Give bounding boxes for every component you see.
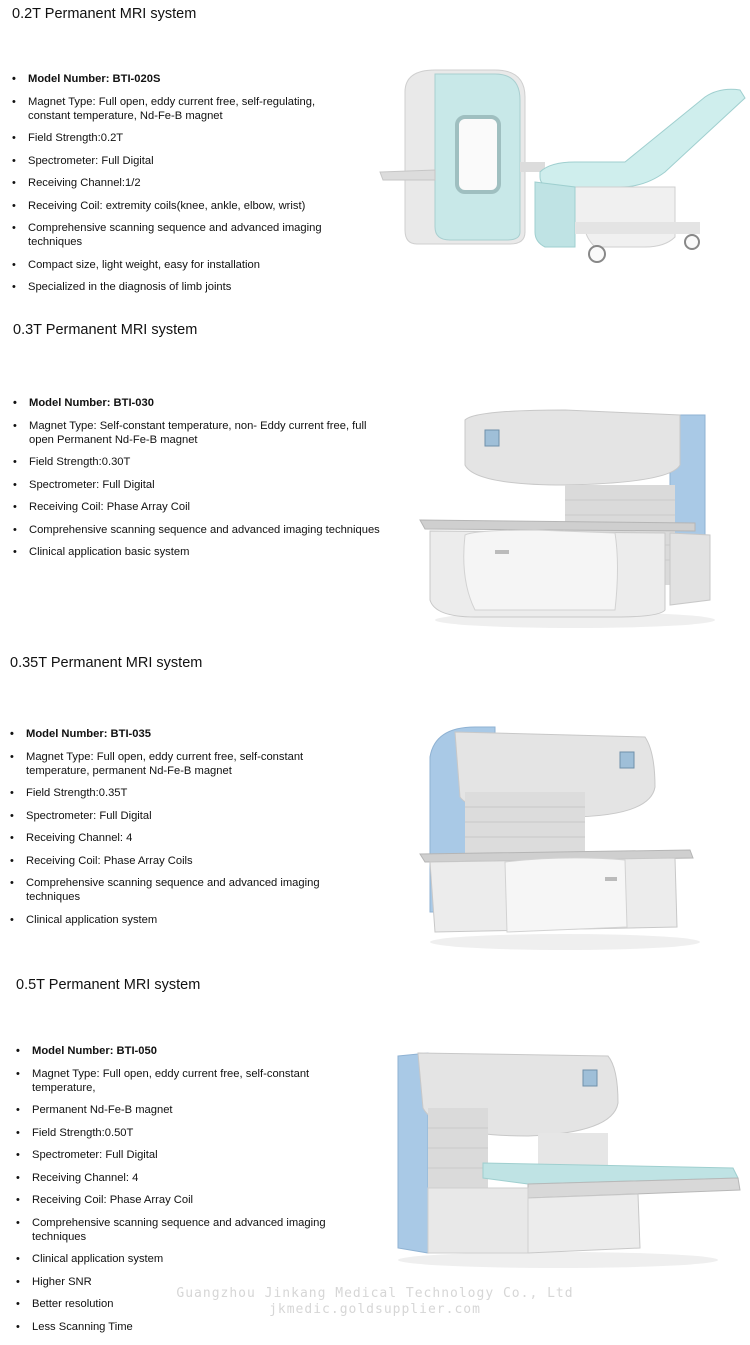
spec-item: • Spectrometer: Full Digital [12, 154, 337, 168]
mri-extremity-scanner-image [375, 62, 750, 272]
watermark-company: Guangzhou Jinkang Medical Technology Co., Ltd [176, 1286, 574, 1301]
spec-item: • Field Strength:0.50T [16, 1126, 346, 1140]
spec-item: • Model Number: BTI-035 [10, 727, 340, 741]
spec-item: • Receiving Channel: 4 [10, 831, 340, 845]
watermark [0, 1286, 750, 1318]
spec-item: • Comprehensive scanning sequence and advanced imaging techniques [10, 876, 340, 904]
spec-item: • Less Scanning Time [16, 1320, 346, 1334]
spec-list-020s [12, 72, 337, 303]
spec-list-035 [10, 727, 340, 935]
mri-050-scanner-image [388, 1048, 745, 1273]
spec-item: • Specialized in the diagnosis of limb joints [12, 280, 337, 294]
watermark-url: jkmedic.goldsupplier.com [269, 1302, 481, 1317]
spec-item: • Permanent Nd-Fe-B magnet [16, 1103, 346, 1117]
section-title-030: 0.3T Permanent MRI system [13, 322, 198, 338]
spec-item: • Clinical application basic system [13, 545, 388, 559]
spec-item: • Receiving Coil: Phase Array Coil [16, 1193, 346, 1207]
spec-item: • Comprehensive scanning sequence and advanced imaging techniques [13, 523, 388, 537]
spec-item: • Better resolution [16, 1297, 346, 1311]
spec-item: • Receiving Channel: 4 [16, 1171, 346, 1185]
spec-item: • Compact size, light weight, easy for installation [12, 258, 337, 272]
spec-item: • Receiving Coil: extremity coils(knee, ankle, elbow, wrist) [12, 199, 337, 213]
section-title-020s: 0.2T Permanent MRI system [12, 6, 197, 22]
section-title-050: 0.5T Permanent MRI system [16, 977, 201, 993]
spec-item: • Spectrometer: Full Digital [16, 1148, 346, 1162]
spec-item: • Higher SNR [16, 1275, 346, 1289]
spec-item: • Spectrometer: Full Digital [10, 809, 340, 823]
spec-item: • Receiving Coil: Phase Array Coil [13, 500, 388, 514]
mri-035-scanner-image [415, 722, 700, 952]
spec-item: • Model Number: BTI-030 [13, 396, 388, 410]
spec-list-030 [13, 396, 388, 568]
spec-item: • Model Number: BTI-020S [12, 72, 337, 86]
spec-item: • Field Strength:0.35T [10, 786, 340, 800]
spec-item: • Comprehensive scanning sequence and advanced imaging techniques [16, 1216, 346, 1244]
spec-item: • Magnet Type: Full open, eddy current free, self-constant temperature, permanent Nd-Fe-B magnet [10, 750, 340, 778]
spec-item: • Clinical application system [16, 1252, 346, 1266]
spec-item: • Magnet Type: Full open, eddy current free, self-regulating, constant temperature, Nd-Fe-B magnet [12, 95, 337, 123]
spec-item: • Magnet Type: Self-constant temperature, non- Eddy current free, full open Permanent Nd-Fe-B magnet [13, 419, 388, 447]
spec-item: • Spectrometer: Full Digital [13, 478, 388, 492]
spec-item: • Model Number: BTI-050 [16, 1044, 346, 1058]
section-title-035: 0.35T Permanent MRI system [10, 655, 203, 671]
spec-item: • Field Strength:0.2T [12, 131, 337, 145]
spec-item: • Comprehensive scanning sequence and advanced imaging techniques [12, 221, 337, 249]
spec-item: • Receiving Coil: Phase Array Coils [10, 854, 340, 868]
spec-item: • Magnet Type: Full open, eddy current free, self-constant temperature, [16, 1067, 346, 1095]
spec-item: • Receiving Channel:1/2 [12, 176, 337, 190]
spec-item: • Clinical application system [10, 913, 340, 927]
mri-030-scanner-image [415, 405, 715, 630]
spec-item: • Field Strength:0.30T [13, 455, 388, 469]
